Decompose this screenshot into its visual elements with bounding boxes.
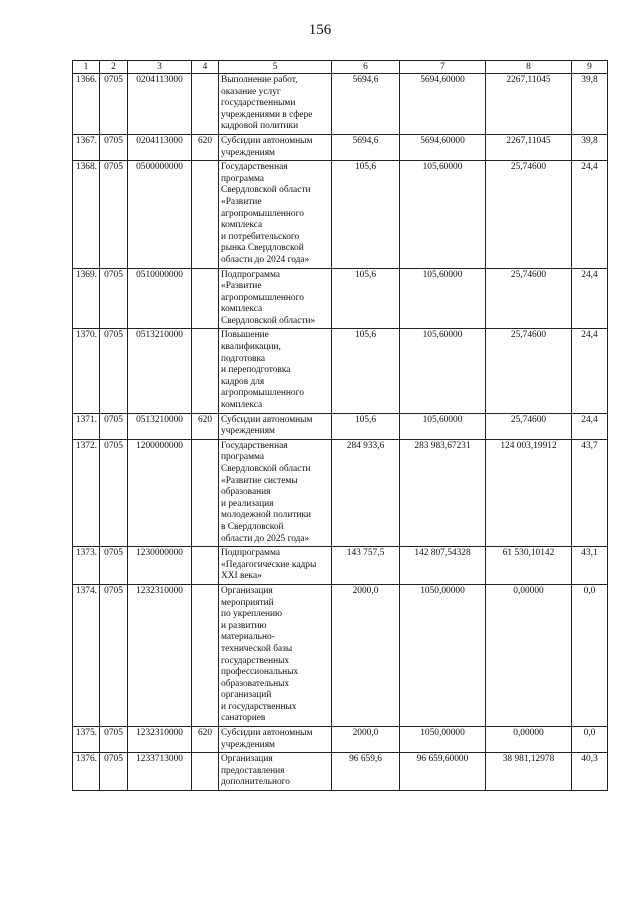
value-cell: 105,60000 — [400, 268, 486, 329]
item-name-line: Субсидии автономным — [221, 135, 313, 146]
item-name-line: Государственная — [221, 440, 288, 451]
item-name-line: программа — [221, 452, 265, 463]
expense-type-code-cell — [192, 584, 219, 726]
value-cell: 1050,00000 — [400, 584, 486, 726]
item-name-line: учреждениям — [221, 426, 275, 437]
value-cell: 38 981,12978 — [486, 753, 572, 791]
target-item-code-cell: 1232310000 — [128, 584, 192, 726]
item-name-line: кадров для — [221, 376, 265, 387]
table-row — [73, 547, 608, 585]
item-name-line: области до 2025 года» — [221, 533, 310, 544]
table-row — [73, 161, 608, 268]
item-name-line: Организация — [221, 754, 273, 765]
item-name-line: Субсидии автономным — [221, 728, 313, 739]
value-cell: 25,74600 — [486, 268, 572, 329]
item-name-line: программа — [221, 173, 265, 184]
percent-cell: 24,4 — [572, 161, 608, 268]
column-header: 7 — [400, 61, 486, 74]
expense-type-code-cell — [192, 753, 219, 791]
target-item-code-cell: 0513210000 — [128, 329, 192, 413]
value-cell: 143 757,5 — [332, 547, 400, 585]
table-row — [73, 584, 608, 726]
expense-type-code-cell — [192, 547, 219, 585]
table-row — [73, 329, 608, 413]
item-name-line: области до 2024 года» — [221, 254, 310, 265]
column-header: 3 — [128, 61, 192, 74]
item-name-line: кадровой политики — [221, 121, 299, 132]
percent-cell: 24,4 — [572, 329, 608, 413]
item-name-line: образовательных — [221, 678, 290, 689]
target-item-code-cell: 1232310000 — [128, 727, 192, 753]
item-name-line: и потребительского — [221, 231, 300, 242]
value-cell: 2267,11045 — [486, 134, 572, 160]
item-name-line: Выполнение работ, — [221, 75, 298, 85]
value-cell: 5694,60000 — [400, 74, 486, 135]
item-name-line: Свердловской области — [221, 464, 311, 474]
item-name-line: санаториев — [221, 713, 266, 724]
table-row — [73, 413, 608, 439]
target-item-code-cell: 1200000000 — [128, 439, 192, 546]
item-name-cell — [219, 547, 332, 585]
item-name-line: Подпрограмма — [221, 548, 281, 559]
row-number-cell: 1374. — [73, 584, 100, 726]
item-name-cell — [219, 161, 332, 268]
table-row — [73, 727, 608, 753]
value-cell: 105,60000 — [400, 161, 486, 268]
value-cell: 5694,6 — [332, 74, 400, 135]
expense-type-code-cell: 620 — [192, 134, 219, 160]
percent-cell: 39,8 — [572, 134, 608, 160]
target-item-code-cell: 0204113000 — [128, 134, 192, 160]
item-name-line: учреждениям — [221, 147, 275, 158]
item-name-line: учреждениям — [221, 739, 275, 750]
value-cell: 124 003,19912 — [486, 439, 572, 546]
value-cell: 284 933,6 — [332, 439, 400, 546]
value-cell: 2267,11045 — [486, 74, 572, 135]
percent-cell: 0,0 — [572, 584, 608, 726]
item-name-line: в Свердловской — [221, 521, 284, 532]
value-cell: 105,60000 — [400, 329, 486, 413]
section-code-cell: 0705 — [100, 727, 128, 753]
column-header: 1 — [73, 61, 100, 74]
expense-type-code-cell: 620 — [192, 727, 219, 753]
value-cell: 96 659,6 — [332, 753, 400, 791]
row-number-cell: 1367. — [73, 134, 100, 160]
row-number-cell: 1371. — [73, 413, 100, 439]
item-name-line: агропромышленного — [221, 292, 304, 303]
value-cell: 105,6 — [332, 413, 400, 439]
expense-type-code-cell — [192, 268, 219, 329]
row-number-cell: 1376. — [73, 753, 100, 791]
value-cell: 2000,0 — [332, 727, 400, 753]
value-cell: 96 659,60000 — [400, 753, 486, 791]
section-code-cell: 0705 — [100, 134, 128, 160]
item-name-cell — [219, 727, 332, 753]
target-item-code-cell: 0500000000 — [128, 161, 192, 268]
value-cell: 0,00000 — [486, 727, 572, 753]
expense-type-code-cell — [192, 329, 219, 413]
item-name-line: рынка Свердловской — [221, 243, 304, 254]
column-header: 4 — [192, 61, 219, 74]
item-name-line: учреждениями в сфере — [221, 109, 313, 120]
column-header: 9 — [572, 61, 608, 74]
section-code-cell: 0705 — [100, 74, 128, 135]
item-name-line: «Развитие системы — [221, 475, 298, 486]
item-name-line: государственных — [221, 655, 290, 666]
value-cell: 105,6 — [332, 268, 400, 329]
target-item-code-cell: 1233713000 — [128, 753, 192, 791]
section-code-cell: 0705 — [100, 547, 128, 585]
item-name-line: материально- — [221, 632, 275, 643]
value-cell: 25,74600 — [486, 161, 572, 268]
expense-type-code-cell — [192, 439, 219, 546]
budget-table — [72, 60, 608, 791]
value-cell: 105,6 — [332, 161, 400, 268]
column-header: 6 — [332, 61, 400, 74]
item-name-cell — [219, 584, 332, 726]
item-name-line: XXI века» — [221, 571, 262, 582]
item-name-cell — [219, 439, 332, 546]
item-name-line: Подпрограмма — [221, 269, 281, 280]
percent-cell: 24,4 — [572, 413, 608, 439]
item-name-line: оказание услуг — [221, 86, 281, 97]
item-name-line: комплекса — [221, 304, 263, 315]
table-body — [73, 74, 608, 791]
table-row — [73, 268, 608, 329]
header-row — [73, 61, 608, 74]
table-row — [73, 134, 608, 160]
section-code-cell: 0705 — [100, 753, 128, 791]
item-name-cell — [219, 134, 332, 160]
row-number-cell: 1375. — [73, 727, 100, 753]
item-name-cell — [219, 413, 332, 439]
item-name-line: «Педагогические кадры — [221, 559, 317, 570]
target-item-code-cell: 0204113000 — [128, 74, 192, 135]
table-row — [73, 74, 608, 135]
section-code-cell: 0705 — [100, 268, 128, 329]
value-cell: 283 983,67231 — [400, 439, 486, 546]
item-name-cell — [219, 329, 332, 413]
item-name-line: и развитию — [221, 620, 267, 631]
item-name-line: технической базы — [221, 643, 293, 654]
item-name-cell — [219, 753, 332, 791]
item-name-line: организаций — [221, 690, 272, 701]
item-name-line: и реализация — [221, 498, 274, 509]
item-name-line: профессиональных — [221, 667, 299, 678]
value-cell: 5694,60000 — [400, 134, 486, 160]
item-name-line: Свердловской области» — [221, 315, 316, 326]
percent-cell: 24,4 — [572, 268, 608, 329]
item-name-line: «Развитие — [221, 281, 262, 292]
item-name-line: агропромышленного — [221, 388, 304, 399]
item-name-line: агропромышленного — [221, 208, 304, 219]
percent-cell: 40,3 — [572, 753, 608, 791]
item-name-cell — [219, 268, 332, 329]
item-name-line: «Развитие — [221, 196, 262, 207]
item-name-line: образования — [221, 487, 271, 498]
item-name-line: дополнительного — [221, 777, 290, 788]
expense-type-code-cell: 620 — [192, 413, 219, 439]
item-name-line: и государственных — [221, 701, 297, 712]
column-header: 5 — [219, 61, 332, 74]
value-cell: 142 807,54328 — [400, 547, 486, 585]
item-name-line: государственными — [221, 98, 296, 109]
column-header: 8 — [486, 61, 572, 74]
expense-type-code-cell — [192, 74, 219, 135]
row-number-cell: 1372. — [73, 439, 100, 546]
row-number-cell: 1373. — [73, 547, 100, 585]
row-number-cell: 1369. — [73, 268, 100, 329]
item-name-line: молодежной политики — [221, 510, 312, 521]
item-name-line: и переподготовка — [221, 365, 291, 376]
row-number-cell: 1366. — [73, 74, 100, 135]
section-code-cell: 0705 — [100, 413, 128, 439]
item-name-line: Организация — [221, 585, 273, 596]
item-name-line: по укреплению — [221, 609, 283, 620]
column-header: 2 — [100, 61, 128, 74]
value-cell: 1050,00000 — [400, 727, 486, 753]
item-name-line: Свердловской области — [221, 185, 311, 196]
item-name-line: Повышение — [221, 330, 269, 341]
row-number-cell: 1370. — [73, 329, 100, 413]
percent-cell: 39,8 — [572, 74, 608, 135]
percent-cell: 43,1 — [572, 547, 608, 585]
section-code-cell: 0705 — [100, 584, 128, 726]
section-code-cell: 0705 — [100, 329, 128, 413]
item-name-line: комплекса — [221, 220, 263, 231]
row-number-cell: 1368. — [73, 161, 100, 268]
table-row — [73, 753, 608, 791]
section-code-cell: 0705 — [100, 161, 128, 268]
value-cell: 25,74600 — [486, 413, 572, 439]
item-name-line: предоставления — [221, 765, 285, 776]
item-name-line: Субсидии автономным — [221, 414, 313, 425]
page-number: 156 — [308, 22, 332, 38]
expense-type-code-cell — [192, 161, 219, 268]
table-row — [73, 439, 608, 546]
value-cell: 61 530,10142 — [486, 547, 572, 585]
target-item-code-cell: 1230000000 — [128, 547, 192, 585]
item-name-cell — [219, 74, 332, 135]
target-item-code-cell: 0510000000 — [128, 268, 192, 329]
item-name-line: квалификации, — [221, 342, 281, 353]
value-cell: 25,74600 — [486, 329, 572, 413]
percent-cell: 43,7 — [572, 439, 608, 546]
item-name-line: комплекса — [221, 400, 263, 411]
item-name-line: Государственная — [221, 162, 288, 173]
value-cell: 2000,0 — [332, 584, 400, 726]
value-cell: 105,6 — [332, 329, 400, 413]
value-cell: 0,00000 — [486, 584, 572, 726]
percent-cell: 0,0 — [572, 727, 608, 753]
item-name-line: подготовка — [221, 353, 266, 364]
target-item-code-cell: 0513210000 — [128, 413, 192, 439]
section-code-cell: 0705 — [100, 439, 128, 546]
item-name-line: мероприятий — [221, 597, 274, 608]
value-cell: 5694,6 — [332, 134, 400, 160]
value-cell: 105,60000 — [400, 413, 486, 439]
